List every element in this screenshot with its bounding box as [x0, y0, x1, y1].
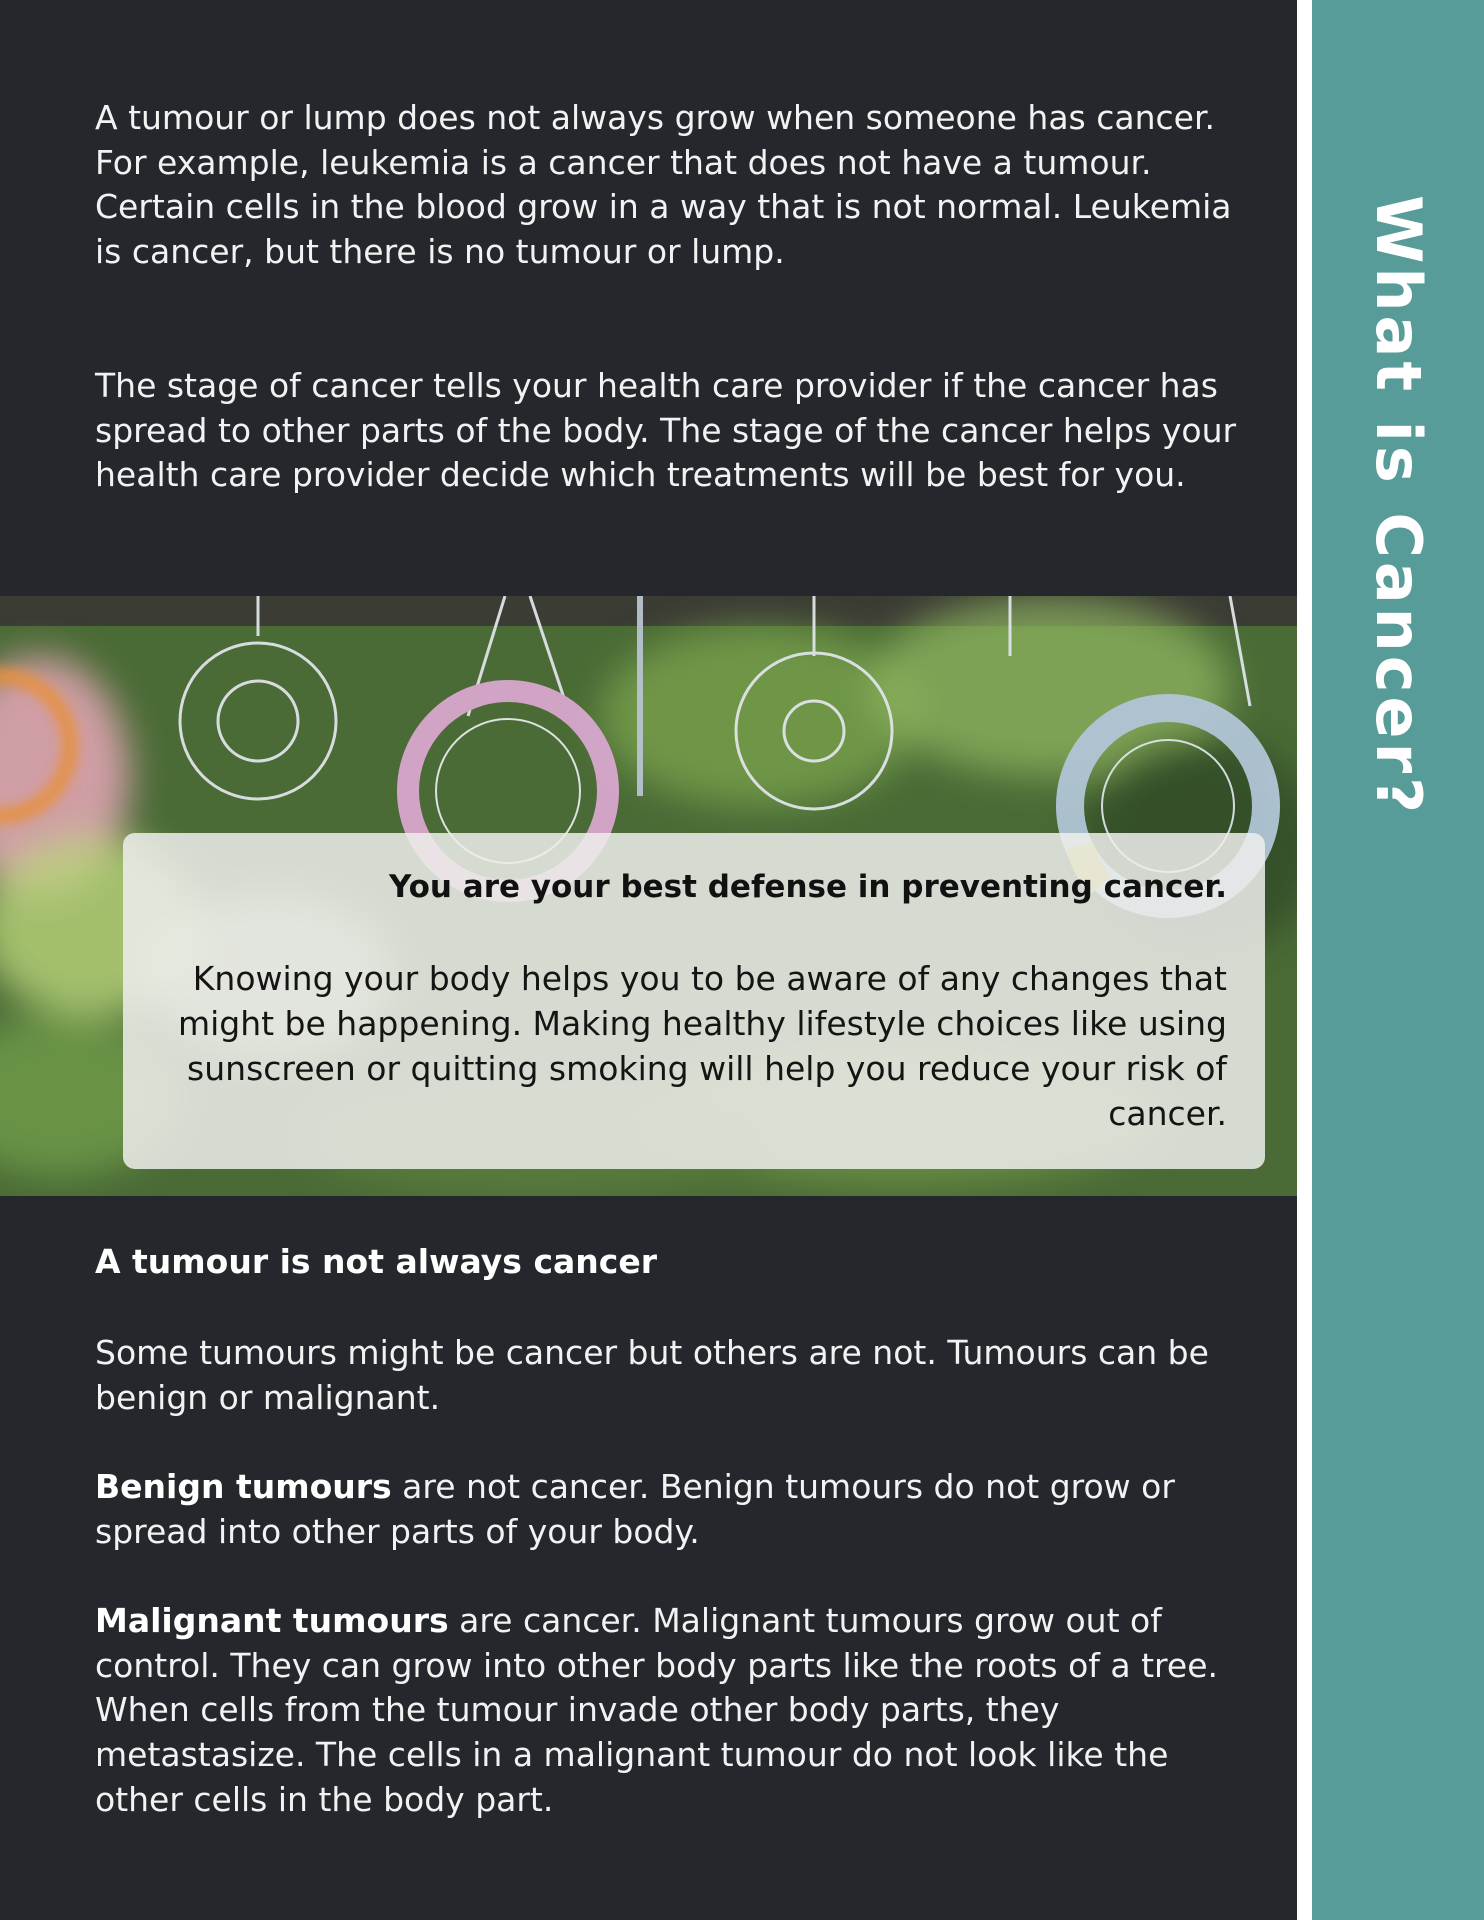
intro-paragraph-stage: The stage of cancer tells your health care provider if the cancer has spread to other parts of the body. The stage of the cancer helps your health care provider decide which treatments will be best for you. — [95, 366, 1237, 495]
benign-description: are not cancer. Benign tumours do not grow or spread into other parts of your body. — [95, 1467, 1175, 1551]
malignant-description: are cancer. Malignant tumours grow out of control. They can grow into other body parts like the roots of a tree. When cells from the tumour invade other body parts, they metastasize. The cells in a malignant tumour do not look like the other cells in the body part. — [95, 1601, 1218, 1819]
benign-term: Benign tumours — [95, 1467, 392, 1506]
intro-paragraph-leukemia: A tumour or lump does not always grow when someone has cancer. For example, leukemia is a cancer that does not have a tumour. Certain cells in the blood grow in a way that is not normal. Leukemia is cancer, but there is no tumour or lump. — [95, 98, 1232, 272]
tumour-types-paragraph: Some tumours might be cancer but others are not. Tumours can be benign or malignant. — [95, 1333, 1209, 1417]
side-title: What is Cancer? — [1362, 195, 1435, 818]
callout-heading: You are your best defense in preventing cancer. — [389, 869, 1227, 905]
section-heading: A tumour is not always cancer — [95, 1242, 657, 1281]
malignant-paragraph — [95, 1599, 1245, 1823]
malignant-term: Malignant tumours — [95, 1601, 449, 1640]
benign-paragraph — [95, 1465, 1245, 1554]
prevention-callout-box — [123, 833, 1265, 1169]
callout-body: Knowing your body helps you to be aware of any changes that might be happening. Making healthy lifestyle choices like using sunscreen or quitting smoking will help you reduce your risk of cancer. — [177, 959, 1227, 1133]
side-gap — [1297, 0, 1312, 1920]
